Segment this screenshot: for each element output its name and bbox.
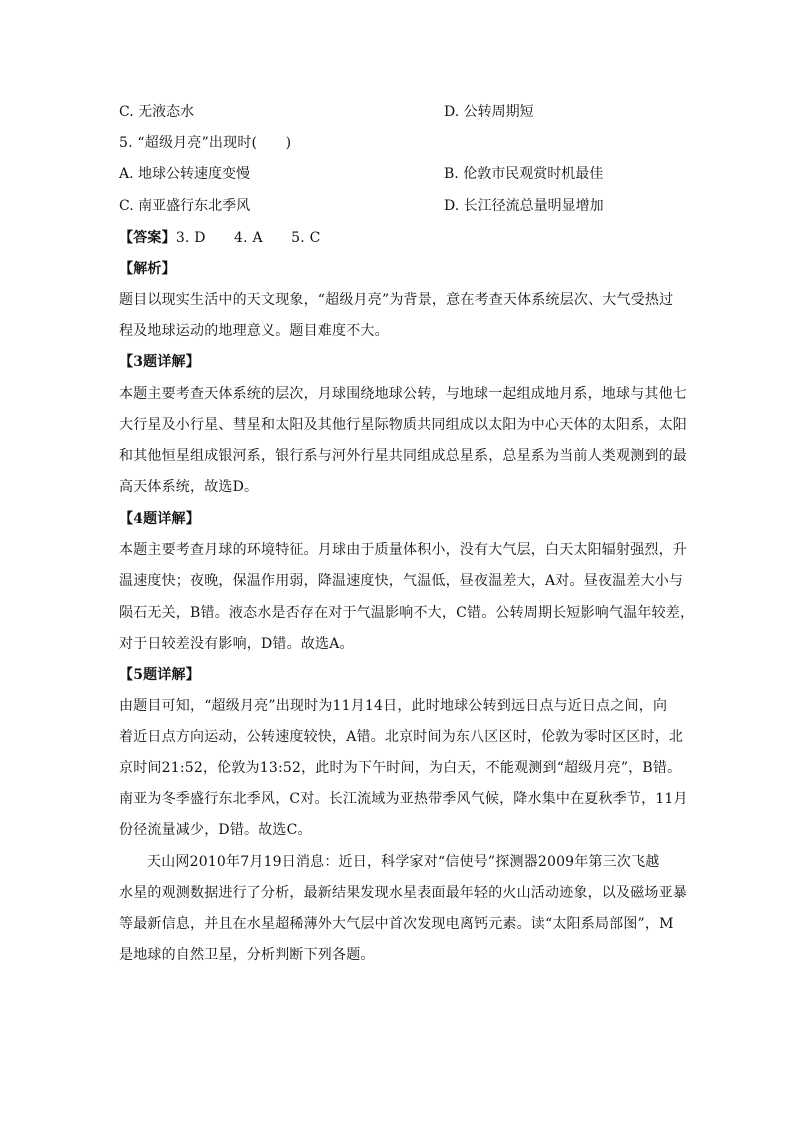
q5-line: 份径流量减少，D错。故选C。 <box>119 822 312 838</box>
q4-option-d: D. 公转周期短 <box>444 104 534 120</box>
answer-text: 3. D 4. A 5. C <box>175 230 321 246</box>
analysis-label: 【解析】 <box>119 261 176 277</box>
q3-line: 高天体系统，故选D。 <box>119 479 259 495</box>
q4-option-c: C. 无液态水 <box>119 104 195 120</box>
answer-line <box>119 230 679 246</box>
q4-line: 本题主要考查月球的环境特征。月球由于质量体积小，没有大气层，白天太阳辐射强烈，升 <box>119 542 687 558</box>
q3-line: 和其他恒星组成银河系，银行系与河外行星共同组成总星系，总星系为当前人类观测到的最 <box>119 448 687 464</box>
q3-line: 大行星及小行星、彗星和太阳及其他行星际物质共同组成以太阳为中心天体的太阳系，太阳 <box>119 417 687 433</box>
q5-option-a: A. 地球公转速度变慢 <box>119 166 251 182</box>
q5-option-d: D. 长江径流总量明显增加 <box>444 198 604 214</box>
q5-option-b: B. 伦敦市民观赏时机最佳 <box>444 166 604 182</box>
passage-line: 等最新信息，并且在水星超稀薄外大气层中首次发现电离钙元素。读“太阳系局部图”，M <box>119 916 674 932</box>
passage-line: 天山网2010年7月19日消息：近日，科学家对“信使号”探测器2009年第三次飞越 <box>147 854 660 870</box>
analysis-line: 题目以现实生活中的天文现象，“超级月亮”为背景，意在考查天体系统层次、大气受热过 <box>119 292 674 308</box>
q4-line: 对于日较差没有影响，D错。故选A。 <box>119 636 354 652</box>
q3-label: 【3题详解】 <box>119 354 200 370</box>
q5-line: 京时间21:52，伦敦为13:52，此时为下午时间，为白天，不能观测到“超级月亮”，B错。 <box>119 760 682 776</box>
q5-line: 由题目可知，“超级月亮”出现时为11月14日，此时地球公转到远日点与近日点之间，向 <box>119 698 668 714</box>
passage-line: 是地球的自然卫星，分析判断下列各题。 <box>119 947 375 963</box>
q5-stem: 5. “超级月亮”出现时( ) <box>119 135 292 151</box>
q5-line: 着近日点方向运动，公转速度较快，A错。北京时间为东八区区时，伦敦为零时区区时，北 <box>119 729 684 745</box>
q4-line: 陨石无关，B错。液态水是否存在对于气温影响不大，C错。公转周期长短影响气温年较差， <box>119 605 695 621</box>
q5-label: 【5题详解】 <box>119 667 200 683</box>
answer-label: 【答案】 <box>119 230 176 246</box>
passage-line: 水星的观测数据进行了分析，最新结果发现水星表面最年轻的火山活动迹象，以及磁场亚暴 <box>119 885 687 901</box>
q4-line: 温速度快；夜晚，保温作用弱，降温速度快，气温低，昼夜温差大，A对。昼夜温差大小与 <box>119 573 684 589</box>
analysis-line: 程及地球运动的地理意义。题目难度不大。 <box>119 323 389 339</box>
q5-line: 南亚为冬季盛行东北季风，C对。长江流域为亚热带季风气候，降水集中在夏秋季节，11月 <box>119 791 688 807</box>
q4-label: 【4题详解】 <box>119 511 200 527</box>
q3-line: 本题主要考查天体系统的层次，月球围绕地球公转，与地球一起组成地月系，地球与其他七 <box>119 386 687 402</box>
q5-option-c: C. 南亚盛行东北季风 <box>119 198 251 214</box>
